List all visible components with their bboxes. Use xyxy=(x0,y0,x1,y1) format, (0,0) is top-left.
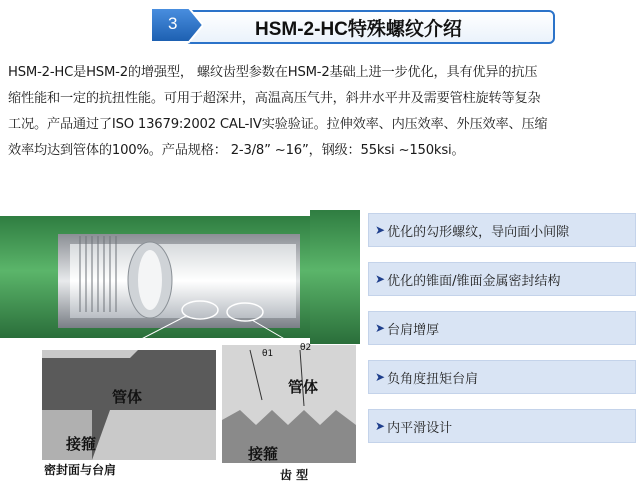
arrow-icon: ➤ xyxy=(375,370,386,384)
description-line: 工况。产品通过了ISO 13679:2002 CAL-IV实验验证。拉伸效率、内压效率、外压效率、压缩 xyxy=(8,117,548,132)
page-title: HSM-2-HC特殊螺纹介绍 xyxy=(255,19,462,40)
section-header xyxy=(145,6,555,46)
thread-pipe-label: 管体 xyxy=(288,378,319,396)
description-line: 缩性能和一定的抗扭性能。可用于超深井，高温高压气井，斜井水平井及需要管柱旋转等复杂 xyxy=(8,91,541,106)
connection-diagram xyxy=(0,200,360,485)
description-line: HSM-2-HC是HSM-2的增强型， 螺纹齿型参数在HSM-2基础上进一步优化，具有优异的抗压 xyxy=(8,65,538,80)
angle-theta1-label: θ1 xyxy=(262,349,274,359)
feature-item xyxy=(368,409,636,443)
arrow-icon: ➤ xyxy=(375,223,386,237)
description-line: 效率均达到管体的100%。产品规格： 2-3/8” ~16”，钢级：55ksi ~150ksi。 xyxy=(8,143,465,158)
angle-theta2-label: θ2 xyxy=(300,343,312,353)
feature-text: 负角度扭矩台肩 xyxy=(387,371,479,387)
feature-text: 优化的锥面/锥面金属密封结构 xyxy=(387,273,561,289)
feature-item xyxy=(368,360,636,394)
seal-coupling-label: 接箍 xyxy=(66,435,97,453)
feature-text: 台肩增厚 xyxy=(387,322,440,338)
seal-caption: 密封面与台肩 xyxy=(44,463,117,477)
feature-text: 优化的勾形螺纹，导向面小间隙 xyxy=(387,224,570,240)
arrow-icon: ➤ xyxy=(375,419,386,433)
thread-caption: 齿 型 xyxy=(280,468,309,482)
seal-pipe-label: 管体 xyxy=(112,388,143,406)
section-number: 3 xyxy=(168,14,178,33)
feature-item xyxy=(368,311,636,345)
feature-item xyxy=(368,262,636,296)
thread-profile-detail xyxy=(222,345,356,463)
arrow-icon: ➤ xyxy=(375,272,386,286)
feature-list xyxy=(368,213,636,458)
feature-text: 内平滑设计 xyxy=(387,420,453,436)
thread-coupling-label: 接箍 xyxy=(248,445,279,463)
description-paragraph xyxy=(8,60,634,164)
arrow-icon: ➤ xyxy=(375,321,386,335)
feature-item xyxy=(368,213,636,247)
